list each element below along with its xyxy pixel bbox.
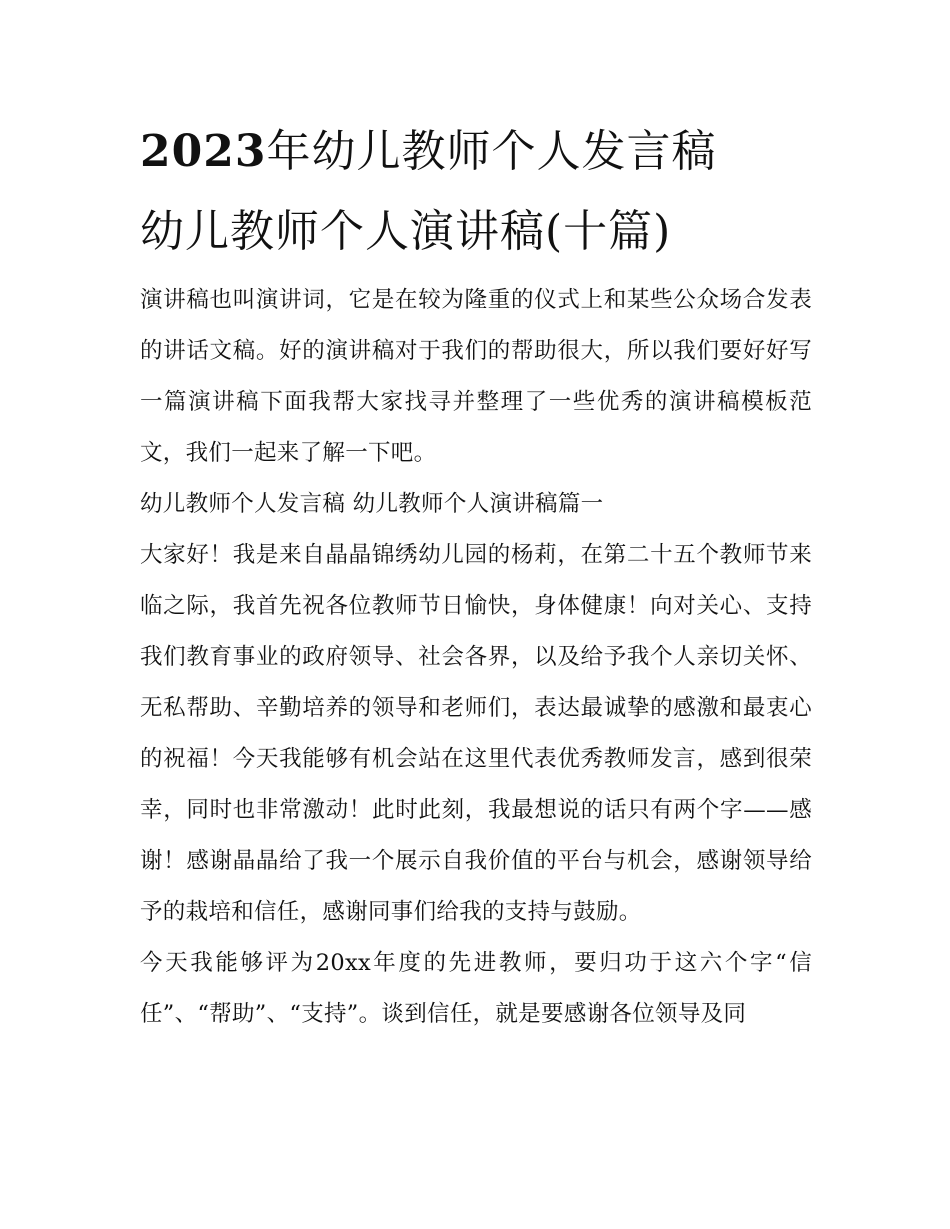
- title-line-1: [140, 112, 820, 192]
- title-line-1-text: 年幼儿教师个人发言稿: [266, 126, 717, 177]
- body-paragraph: 大家好！我是来自晶晶锦绣幼儿园的杨莉，在第二十五个教师节来临之际，我首先祝各位教师节日愉快，身体健康！向对关心、支持我们教育事业的政府领导、社会各界，以及给予我个人亲切关怀、无私帮助、辛勤培养的领导和老师们，表达最诚挚的感激和最衷心的祝福！今天我能够有机会站在这里代表优秀教师发言，感到很荣幸，同时也非常激动！此时此刻，我最想说的话只有两个字——感谢！感谢晶晶给了我一个展示自我价值的平台与机会，感谢领导给予的栽培和信任，感谢同事们给我的支持与鼓励。: [140, 542, 812, 925]
- document-title: [140, 112, 820, 272]
- title-year: 2023: [140, 126, 267, 177]
- section-heading: 幼儿教师个人发言稿 幼儿教师个人演讲稿篇一: [140, 491, 604, 517]
- title-line-2: 幼儿教师个人演讲稿(十篇): [140, 206, 672, 257]
- intro-paragraph: 演讲稿也叫演讲词，它是在较为隆重的仪式上和某些公众场合发表的讲话文稿。好的演讲稿对于我们的帮助很大，所以我们要好好写一篇演讲稿下面我帮大家找寻并整理了一些优秀的演讲稿模板范文，我们一起来了解一下吧。: [140, 287, 812, 466]
- body-paragraph: 今天我能够评为20xx年度的先进教师，要归功于这六个字“信任”、“帮助”、“支持”。谈到信任，就是要感谢各位领导及同: [140, 950, 812, 1027]
- document-body: [140, 275, 812, 1040]
